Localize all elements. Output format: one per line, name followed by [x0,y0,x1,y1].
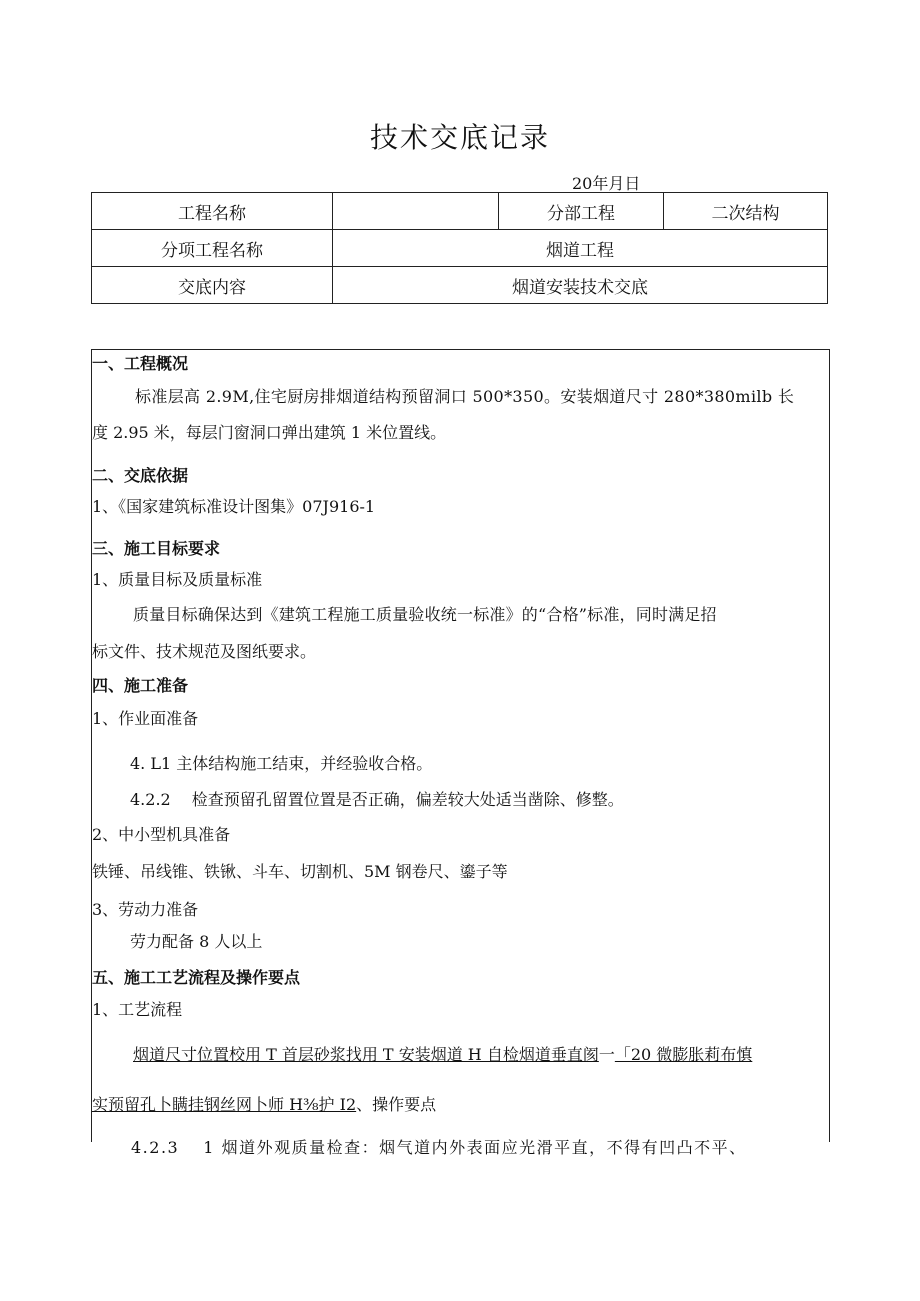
section-1-para-line-2: 度 2.95 米，每层门窗洞口弹出建筑 1 米位置线。 [92,423,447,442]
process-flow-line-2 [92,1095,436,1115]
division-label: 分部工程 [499,193,664,230]
section-2-title: 二、交底依据 [92,466,189,485]
section-4-item-1-b: 4.2.2 检查预留孔留置位置是否正确，偏差较大处适当凿除、修整。 [130,790,624,809]
footer-line: 4.2.3 1 烟道外观质量检查：烟气道内外表面应光滑平直，不得有凹凸不平、 [131,1138,747,1157]
process-flow-separator: 一 [598,1045,615,1064]
record-date: 20年月日 [572,174,641,193]
section-3-item-1: 1、质量目标及质量标准 [92,570,263,589]
header-table [91,192,828,304]
project-name-label: 工程名称 [92,193,333,230]
subitem-label: 分项工程名称 [92,230,333,267]
section-5-title: 五、施工工艺流程及操作要点 [92,968,301,987]
subitem-value: 烟道工程 [333,230,828,267]
content-label: 交底内容 [92,267,333,304]
content-value: 烟道安装技术交底 [333,267,828,304]
section-3-title: 三、施工目标要求 [92,539,221,558]
process-flow-part-3: 实预留孔卜瞒挂钢丝网卜师 H⅜护 I2 [92,1095,357,1114]
section-4-title: 四、施工准备 [92,676,189,695]
content-box [91,349,830,1142]
process-flow-part-2: 「20 微膨胀莉布慎 [614,1045,753,1064]
section-4-item-2-a: 铁锤、吊线锥、铁锹、斗车、切割机、5M 钢卷尺、鎏子等 [92,862,508,881]
operation-points-label: 、操作要点 [356,1095,437,1114]
section-3-para-line-1: 质量目标确保达到《建筑工程施工质量验收统一标准》的“合格”标准，同时满足招 [133,605,717,624]
process-flow-line-1 [133,1045,752,1065]
division-value: 二次结构 [664,193,828,230]
section-5-item-1: 1、工艺流程 [92,1000,183,1019]
section-3-para-line-2: 标文件、技术规范及图纸要求。 [92,642,317,661]
section-2-item-1: 1、《国家建筑标准设计图集》07J916-1 [92,497,376,516]
process-flow-part-1: 烟道尺寸位置校用 T 首层砂浆找用 T 安装烟道 H 自检烟道垂直阂 [133,1045,599,1064]
section-4-item-1: 1、作业面准备 [92,709,199,728]
project-name-value [333,193,499,230]
section-1-para-line-1: 标准层高 2.9M,住宅厨房排烟道结构预留洞口 500*350。安装烟道尺寸 280*380milb 长 [135,387,795,406]
document-title: 技术交底记录 [369,121,550,154]
section-4-item-2: 2、中小型机具准备 [92,825,231,844]
section-1-title: 一、工程概况 [92,354,189,373]
section-4-item-1-a: 4. L1 主体结构施工结束，并经验收合格。 [130,754,433,773]
section-4-item-3: 3、劳动力准备 [92,900,199,919]
section-4-item-3-a: 劳力配备 8 人以上 [130,932,263,951]
